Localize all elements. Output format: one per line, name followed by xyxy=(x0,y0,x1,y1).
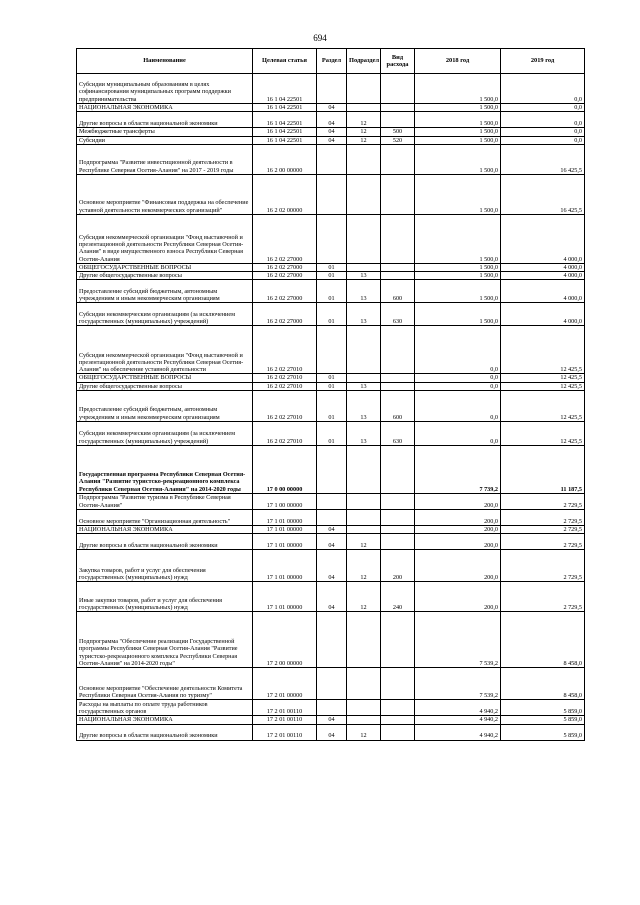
cell-2018: 200,0 xyxy=(415,526,501,534)
cell-target: 17 1 01 00000 xyxy=(253,534,317,550)
table-row xyxy=(77,700,585,716)
cell-2019: 12 425,5 xyxy=(501,391,585,422)
cell-name: Другие вопросы в области национальной экономики xyxy=(77,724,253,740)
cell-target: 16 2 02 27010 xyxy=(253,382,317,390)
cell-2018: 0,0 xyxy=(415,382,501,390)
cell-expense-type: 600 xyxy=(381,391,415,422)
cell-expense-type xyxy=(381,382,415,390)
cell-expense-type xyxy=(381,494,415,510)
cell-subsection xyxy=(347,510,381,526)
header-subsection: Подраздел xyxy=(347,49,381,74)
cell-name: Основное мероприятие "Обеспечение деятельности Комитета Республики Северная Осетия-Алания по туризму" xyxy=(77,668,253,700)
table-row xyxy=(77,214,585,263)
header-2019: 2019 год xyxy=(501,49,585,74)
cell-2019: 12 425,5 xyxy=(501,326,585,374)
table-row xyxy=(77,494,585,510)
cell-name: Подпрограмма "Развитие инвестиционной деятельности в Республике Северная Осетия-Алания" на 2017 - 2019 годы xyxy=(77,144,253,174)
cell-subsection: 13 xyxy=(347,303,381,326)
cell-expense-type xyxy=(381,74,415,104)
table-row xyxy=(77,716,585,724)
cell-2018: 1 500,0 xyxy=(415,280,501,303)
header-2018: 2018 год xyxy=(415,49,501,74)
cell-2018: 4 940,2 xyxy=(415,716,501,724)
cell-target: 17 1 01 00000 xyxy=(253,526,317,534)
cell-2018: 1 500,0 xyxy=(415,74,501,104)
cell-subsection: 12 xyxy=(347,136,381,144)
cell-subsection xyxy=(347,374,381,382)
cell-expense-type: 600 xyxy=(381,280,415,303)
cell-2018: 7 539,2 xyxy=(415,612,501,668)
cell-subsection: 13 xyxy=(347,382,381,390)
cell-2019: 4 000,0 xyxy=(501,303,585,326)
cell-2018: 200,0 xyxy=(415,494,501,510)
cell-subsection: 12 xyxy=(347,128,381,136)
cell-2018: 0,0 xyxy=(415,391,501,422)
cell-section: 04 xyxy=(317,724,347,740)
cell-2019: 11 187,5 xyxy=(501,446,585,494)
cell-subsection xyxy=(347,263,381,271)
cell-expense-type: 520 xyxy=(381,136,415,144)
cell-subsection xyxy=(347,668,381,700)
cell-expense-type xyxy=(381,263,415,271)
cell-2018: 1 500,0 xyxy=(415,272,501,280)
cell-2019: 5 859,0 xyxy=(501,700,585,716)
cell-target: 17 1 01 00000 xyxy=(253,582,317,612)
cell-2019: 2 729,5 xyxy=(501,494,585,510)
table-header-row xyxy=(77,49,585,74)
cell-section: 04 xyxy=(317,128,347,136)
cell-subsection xyxy=(347,494,381,510)
cell-expense-type: 500 xyxy=(381,128,415,136)
cell-2019: 2 729,5 xyxy=(501,526,585,534)
table-row xyxy=(77,174,585,214)
table-row xyxy=(77,374,585,382)
cell-2018: 1 500,0 xyxy=(415,303,501,326)
cell-expense-type: 200 xyxy=(381,550,415,582)
table-row xyxy=(77,510,585,526)
table-row xyxy=(77,104,585,112)
cell-2019: 16 425,5 xyxy=(501,144,585,174)
cell-2018: 1 500,0 xyxy=(415,263,501,271)
table-row xyxy=(77,724,585,740)
cell-name: Основное мероприятие "Организационная деятельность" xyxy=(77,510,253,526)
cell-subsection xyxy=(347,526,381,534)
cell-2019: 12 425,5 xyxy=(501,422,585,446)
header-target: Целевая статья xyxy=(253,49,317,74)
cell-subsection: 13 xyxy=(347,391,381,422)
cell-2018: 1 500,0 xyxy=(415,104,501,112)
cell-subsection: 12 xyxy=(347,724,381,740)
cell-name: Субсидии некоммерческим организациям (за исключением государственных (муниципальных) учреждений) xyxy=(77,303,253,326)
cell-subsection: 12 xyxy=(347,582,381,612)
table-row xyxy=(77,136,585,144)
cell-section xyxy=(317,74,347,104)
cell-section xyxy=(317,612,347,668)
cell-section: 04 xyxy=(317,582,347,612)
table-row xyxy=(77,263,585,271)
cell-section: 01 xyxy=(317,391,347,422)
cell-expense-type xyxy=(381,668,415,700)
cell-section: 01 xyxy=(317,263,347,271)
cell-2018: 7 539,2 xyxy=(415,668,501,700)
cell-2019: 12 425,5 xyxy=(501,382,585,390)
cell-section xyxy=(317,700,347,716)
cell-2019: 2 729,5 xyxy=(501,550,585,582)
cell-subsection xyxy=(347,214,381,263)
cell-target: 16 2 02 00000 xyxy=(253,174,317,214)
cell-2019: 0,0 xyxy=(501,104,585,112)
cell-target: 16 2 02 27000 xyxy=(253,214,317,263)
cell-subsection xyxy=(347,612,381,668)
cell-subsection xyxy=(347,446,381,494)
cell-name: Другие вопросы в области национальной экономики xyxy=(77,112,253,128)
cell-expense-type xyxy=(381,104,415,112)
cell-expense-type: 630 xyxy=(381,303,415,326)
cell-target: 16 1 04 22501 xyxy=(253,112,317,128)
cell-name: Субсидии муниципальным образованиям в целях софинансирования муниципальных программ поддержки предпринимательства xyxy=(77,74,253,104)
cell-name: ОБЩЕГОСУДАРСТВЕННЫЕ ВОПРОСЫ xyxy=(77,374,253,382)
cell-expense-type xyxy=(381,174,415,214)
cell-2018: 0,0 xyxy=(415,326,501,374)
cell-2019: 4 000,0 xyxy=(501,272,585,280)
table-row xyxy=(77,144,585,174)
table-row xyxy=(77,422,585,446)
cell-section: 01 xyxy=(317,280,347,303)
cell-2019: 0,0 xyxy=(501,136,585,144)
table-row xyxy=(77,446,585,494)
cell-expense-type xyxy=(381,510,415,526)
table-row xyxy=(77,382,585,390)
cell-2018: 200,0 xyxy=(415,582,501,612)
cell-section xyxy=(317,174,347,214)
cell-target: 17 2 00 00000 xyxy=(253,612,317,668)
cell-subsection: 13 xyxy=(347,422,381,446)
cell-name: Подпрограмма "Развитие туризма в Республике Северная Осетия-Алания" xyxy=(77,494,253,510)
cell-2019: 0,0 xyxy=(501,74,585,104)
cell-name: Другие вопросы в области национальной экономики xyxy=(77,534,253,550)
table-row xyxy=(77,550,585,582)
cell-section: 01 xyxy=(317,303,347,326)
cell-2019: 16 425,5 xyxy=(501,174,585,214)
cell-target: 17 2 01 00000 xyxy=(253,668,317,700)
table-row xyxy=(77,280,585,303)
cell-expense-type xyxy=(381,700,415,716)
cell-section xyxy=(317,214,347,263)
cell-2018: 1 500,0 xyxy=(415,112,501,128)
cell-target: 16 2 02 27000 xyxy=(253,272,317,280)
cell-name: Другие общегосударственные вопросы xyxy=(77,272,253,280)
cell-target: 16 2 02 27010 xyxy=(253,326,317,374)
cell-name: Предоставление субсидий бюджетным, автономным учреждениям и иным некоммерческим организациям xyxy=(77,391,253,422)
cell-section: 04 xyxy=(317,534,347,550)
cell-name: Межбюджетные трансферты xyxy=(77,128,253,136)
cell-subsection: 12 xyxy=(347,112,381,128)
cell-target: 17 1 00 00000 xyxy=(253,494,317,510)
budget-table xyxy=(76,48,585,741)
cell-target: 16 2 02 27010 xyxy=(253,422,317,446)
cell-2018: 200,0 xyxy=(415,534,501,550)
cell-subsection: 13 xyxy=(347,272,381,280)
cell-name: Закупка товаров, работ и услуг для обеспечения государственных (муниципальных) нужд xyxy=(77,550,253,582)
cell-subsection xyxy=(347,326,381,374)
cell-2019: 4 000,0 xyxy=(501,263,585,271)
cell-name: ОБЩЕГОСУДАРСТВЕННЫЕ ВОПРОСЫ xyxy=(77,263,253,271)
cell-expense-type xyxy=(381,446,415,494)
table-row xyxy=(77,668,585,700)
cell-target: 17 1 01 00000 xyxy=(253,550,317,582)
cell-2018: 1 500,0 xyxy=(415,144,501,174)
cell-2019: 5 859,0 xyxy=(501,724,585,740)
cell-expense-type xyxy=(381,214,415,263)
cell-name: Подпрограмма "Обеспечение реализации Государственной программы Республики Северная Осетия-Алания "Развитие туристско-рекреационного комплекса Республики Северная Осетия-Алания" на 2014-2020 годы" xyxy=(77,612,253,668)
cell-section: 04 xyxy=(317,526,347,534)
cell-2019: 2 729,5 xyxy=(501,582,585,612)
cell-target: 16 2 02 27000 xyxy=(253,303,317,326)
cell-target: 16 1 04 22501 xyxy=(253,136,317,144)
cell-target: 17 2 01 00110 xyxy=(253,716,317,724)
cell-2018: 4 940,2 xyxy=(415,700,501,716)
header-name: Наименование xyxy=(77,49,253,74)
cell-2018: 4 940,2 xyxy=(415,724,501,740)
cell-section: 01 xyxy=(317,422,347,446)
cell-section: 04 xyxy=(317,716,347,724)
cell-subsection xyxy=(347,104,381,112)
cell-2018: 200,0 xyxy=(415,510,501,526)
cell-target: 17 1 01 00000 xyxy=(253,510,317,526)
table-row xyxy=(77,582,585,612)
cell-expense-type xyxy=(381,534,415,550)
cell-name: Иные закупки товаров, работ и услуг для обеспечения государственных (муниципальных) нужд xyxy=(77,582,253,612)
cell-2019: 0,0 xyxy=(501,128,585,136)
cell-name: НАЦИОНАЛЬНАЯ ЭКОНОМИКА xyxy=(77,526,253,534)
cell-subsection: 13 xyxy=(347,280,381,303)
cell-section: 04 xyxy=(317,136,347,144)
cell-name: Другие общегосударственные вопросы xyxy=(77,382,253,390)
cell-expense-type xyxy=(381,612,415,668)
cell-section: 04 xyxy=(317,112,347,128)
table-row xyxy=(77,612,585,668)
cell-name: Субсидии некоммерческим организациям (за исключением государственных (муниципальных) учреждений) xyxy=(77,422,253,446)
cell-section xyxy=(317,668,347,700)
cell-name: Основное мероприятие "Финансовая поддержка на обеспечение уставной деятельности некоммерческих организаций" xyxy=(77,174,253,214)
header-section: Раздел xyxy=(317,49,347,74)
cell-expense-type xyxy=(381,526,415,534)
cell-subsection xyxy=(347,700,381,716)
cell-target: 16 2 02 27010 xyxy=(253,391,317,422)
cell-name: Субсидии xyxy=(77,136,253,144)
cell-name: Предоставление субсидий бюджетным, автономным учреждениям и иным некоммерческим организациям xyxy=(77,280,253,303)
cell-name: Расходы на выплаты по оплате труда работников государственных органов xyxy=(77,700,253,716)
cell-subsection xyxy=(347,174,381,214)
page-number: 694 xyxy=(313,33,327,43)
table-row xyxy=(77,74,585,104)
cell-subsection: 12 xyxy=(347,534,381,550)
cell-expense-type xyxy=(381,144,415,174)
cell-expense-type: 240 xyxy=(381,582,415,612)
cell-2018: 0,0 xyxy=(415,374,501,382)
cell-name: НАЦИОНАЛЬНАЯ ЭКОНОМИКА xyxy=(77,716,253,724)
table-row xyxy=(77,526,585,534)
cell-2018: 1 500,0 xyxy=(415,214,501,263)
table-body xyxy=(77,74,585,741)
cell-section: 01 xyxy=(317,272,347,280)
cell-section xyxy=(317,326,347,374)
cell-expense-type xyxy=(381,112,415,128)
cell-2019: 5 859,0 xyxy=(501,716,585,724)
cell-2018: 1 500,0 xyxy=(415,136,501,144)
cell-section xyxy=(317,446,347,494)
cell-2019: 8 458,0 xyxy=(501,668,585,700)
table-row xyxy=(77,128,585,136)
cell-2019: 2 729,5 xyxy=(501,534,585,550)
cell-name: Государственная программа Республики Северная Осетия-Алания "Развитие туристско-рекреационного комплекса Республики Северная Осетия-Алания" на 2014-2020 годы xyxy=(77,446,253,494)
cell-2019: 0,0 xyxy=(501,112,585,128)
cell-target: 17 2 01 00110 xyxy=(253,724,317,740)
cell-2018: 1 500,0 xyxy=(415,174,501,214)
cell-target: 16 1 04 22501 xyxy=(253,74,317,104)
cell-2018: 7 739,2 xyxy=(415,446,501,494)
cell-section: 01 xyxy=(317,374,347,382)
header-expense-type: Вид расхода xyxy=(381,49,415,74)
cell-name: Субсидия некоммерческой организации "Фонд выставочной и презентационной деятельности Республики Северная Осетия-Алания" в виде имущественного взноса Республики Северная Осетия-Алания xyxy=(77,214,253,263)
table-row xyxy=(77,391,585,422)
cell-name: НАЦИОНАЛЬНАЯ ЭКОНОМИКА xyxy=(77,104,253,112)
cell-subsection: 12 xyxy=(347,550,381,582)
cell-2019: 12 425,5 xyxy=(501,374,585,382)
cell-2019: 2 729,5 xyxy=(501,510,585,526)
cell-name: Субсидия некоммерческой организации "Фонд выставочной и презентационной деятельности Республики Северная Осетия-Алания" на обеспечение уставной деятельности xyxy=(77,326,253,374)
cell-target: 16 1 04 22501 xyxy=(253,104,317,112)
cell-target: 16 2 02 27010 xyxy=(253,374,317,382)
cell-section xyxy=(317,494,347,510)
cell-expense-type xyxy=(381,272,415,280)
cell-expense-type xyxy=(381,716,415,724)
table-row xyxy=(77,534,585,550)
cell-expense-type xyxy=(381,724,415,740)
cell-target: 16 2 00 00000 xyxy=(253,144,317,174)
cell-section: 04 xyxy=(317,550,347,582)
cell-2018: 0,0 xyxy=(415,422,501,446)
table-row xyxy=(77,303,585,326)
cell-section: 04 xyxy=(317,104,347,112)
cell-target: 16 1 04 22501 xyxy=(253,128,317,136)
cell-2018: 200,0 xyxy=(415,550,501,582)
table-row xyxy=(77,326,585,374)
cell-expense-type xyxy=(381,374,415,382)
cell-2018: 1 500,0 xyxy=(415,128,501,136)
cell-target: 17 0 00 00000 xyxy=(253,446,317,494)
table-row xyxy=(77,272,585,280)
cell-expense-type: 630 xyxy=(381,422,415,446)
cell-2019: 4 000,0 xyxy=(501,214,585,263)
cell-target: 16 2 02 27000 xyxy=(253,280,317,303)
cell-expense-type xyxy=(381,326,415,374)
cell-section xyxy=(317,510,347,526)
cell-subsection xyxy=(347,74,381,104)
table-row xyxy=(77,112,585,128)
cell-section: 01 xyxy=(317,382,347,390)
cell-target: 17 2 01 00110 xyxy=(253,700,317,716)
cell-2019: 8 458,0 xyxy=(501,612,585,668)
cell-2019: 4 000,0 xyxy=(501,280,585,303)
cell-subsection xyxy=(347,716,381,724)
cell-subsection xyxy=(347,144,381,174)
cell-target: 16 2 02 27000 xyxy=(253,263,317,271)
cell-section xyxy=(317,144,347,174)
